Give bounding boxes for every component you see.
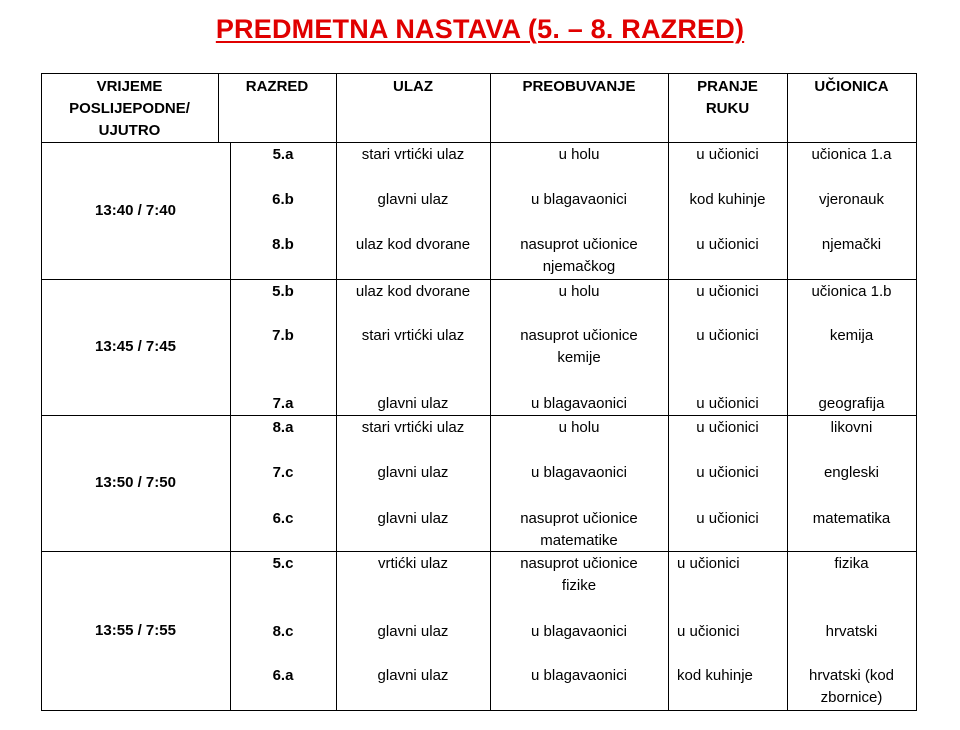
entrance: stari vrtićki ulaz bbox=[361, 419, 465, 436]
classroom: hrvatski bbox=[825, 623, 878, 640]
hand-washing: u učionici bbox=[696, 510, 759, 527]
class-label: 7.c bbox=[272, 464, 294, 481]
header-ucionica: UČIONICA bbox=[814, 78, 889, 95]
shoe-change: u holu bbox=[558, 419, 600, 436]
header-pranje: RUKU bbox=[705, 100, 750, 117]
classroom: geografija bbox=[818, 395, 885, 412]
entrance: glavni ulaz bbox=[377, 623, 449, 640]
header-pranje: PRANJE bbox=[697, 78, 758, 95]
group-divider bbox=[41, 551, 917, 552]
classroom: kemija bbox=[829, 327, 874, 344]
shoe-change: kemije bbox=[557, 349, 601, 366]
class-label: 7.b bbox=[272, 327, 294, 344]
table-border-right bbox=[916, 73, 917, 711]
shoe-change: u blagavaonici bbox=[531, 667, 627, 684]
classroom: učionica 1.a bbox=[811, 146, 892, 163]
shoe-change: nasuprot učionice bbox=[520, 510, 638, 527]
group-divider bbox=[41, 279, 917, 280]
class-label: 8.b bbox=[272, 236, 294, 253]
header-time: VRIJEME bbox=[96, 78, 163, 95]
shoe-change: u blagavaonici bbox=[531, 464, 627, 481]
class-label: 5.c bbox=[272, 555, 294, 572]
page-title: PREDMETNA NASTAVA (5. – 8. RAZRED) bbox=[215, 14, 745, 44]
shoe-change: u blagavaonici bbox=[531, 623, 627, 640]
shoe-change: njemačkog bbox=[542, 258, 616, 275]
time-slot: 13:55 / 7:55 bbox=[95, 622, 176, 639]
entrance: glavni ulaz bbox=[377, 510, 449, 527]
class-label: 6.c bbox=[272, 510, 294, 527]
classroom: hrvatski (kod bbox=[808, 667, 895, 684]
entrance: glavni ulaz bbox=[377, 191, 449, 208]
classroom: likovni bbox=[830, 419, 873, 436]
shoe-change: fizike bbox=[561, 577, 597, 594]
hand-washing: u učionici bbox=[696, 146, 759, 163]
body-col-divider bbox=[668, 551, 669, 710]
class-label: 5.a bbox=[272, 146, 294, 163]
classroom: zbornice) bbox=[820, 689, 883, 706]
group-divider bbox=[41, 415, 917, 416]
shoe-change: matematike bbox=[540, 532, 618, 549]
shoe-change: nasuprot učionice bbox=[520, 236, 638, 253]
classroom: fizika bbox=[834, 555, 869, 572]
class-label: 6.b bbox=[272, 191, 294, 208]
shoe-change: u blagavaonici bbox=[531, 395, 627, 412]
time-slot: 13:40 / 7:40 bbox=[95, 202, 176, 219]
time-slot: 13:50 / 7:50 bbox=[95, 474, 176, 491]
hand-washing: u učionici bbox=[677, 555, 740, 572]
header-preobuvanje: PREOBUVANJE bbox=[522, 78, 636, 95]
hand-washing: u učionici bbox=[696, 464, 759, 481]
header-time: POSLIJEPODNE/ bbox=[69, 100, 190, 117]
class-label: 8.c bbox=[272, 623, 294, 640]
hand-washing: u učionici bbox=[696, 395, 759, 412]
entrance: ulaz kod dvorane bbox=[355, 283, 471, 300]
class-label: 8.a bbox=[272, 419, 294, 436]
table-border-top bbox=[41, 73, 917, 74]
table-border-bottom bbox=[41, 710, 917, 711]
header-time: UJUTRO bbox=[98, 122, 161, 139]
entrance: vrtićki ulaz bbox=[377, 555, 448, 572]
class-label: 6.a bbox=[272, 667, 294, 684]
hand-washing: u učionici bbox=[696, 419, 759, 436]
hand-washing: u učionici bbox=[696, 236, 759, 253]
hand-washing: u učionici bbox=[696, 283, 759, 300]
shoe-change: nasuprot učionice bbox=[520, 555, 638, 572]
hand-washing: u učionici bbox=[696, 327, 759, 344]
classroom: njemački bbox=[821, 236, 882, 253]
entrance: stari vrtićki ulaz bbox=[361, 327, 465, 344]
class-label: 5.b bbox=[272, 283, 294, 300]
class-label: 7.a bbox=[272, 395, 294, 412]
entrance: glavni ulaz bbox=[377, 464, 449, 481]
hand-washing: kod kuhinje bbox=[677, 667, 753, 684]
classroom: matematika bbox=[812, 510, 891, 527]
classroom: učionica 1.b bbox=[811, 283, 892, 300]
time-slot: 13:45 / 7:45 bbox=[95, 338, 176, 355]
hand-washing: kod kuhinje bbox=[689, 191, 766, 208]
hand-washing: u učionici bbox=[677, 623, 740, 640]
entrance: stari vrtićki ulaz bbox=[361, 146, 465, 163]
header-divider bbox=[41, 142, 917, 143]
entrance: glavni ulaz bbox=[377, 667, 449, 684]
classroom: engleski bbox=[823, 464, 880, 481]
header-razred: RAZRED bbox=[245, 78, 309, 95]
header-ulaz: ULAZ bbox=[393, 78, 433, 95]
shoe-change: nasuprot učionice bbox=[520, 327, 638, 344]
shoe-change: u holu bbox=[558, 146, 600, 163]
entrance: ulaz kod dvorane bbox=[355, 236, 471, 253]
entrance: glavni ulaz bbox=[377, 395, 449, 412]
table-border-left bbox=[41, 73, 42, 710]
classroom: vjeronauk bbox=[818, 191, 885, 208]
shoe-change: u holu bbox=[558, 283, 600, 300]
shoe-change: u blagavaonici bbox=[531, 191, 627, 208]
